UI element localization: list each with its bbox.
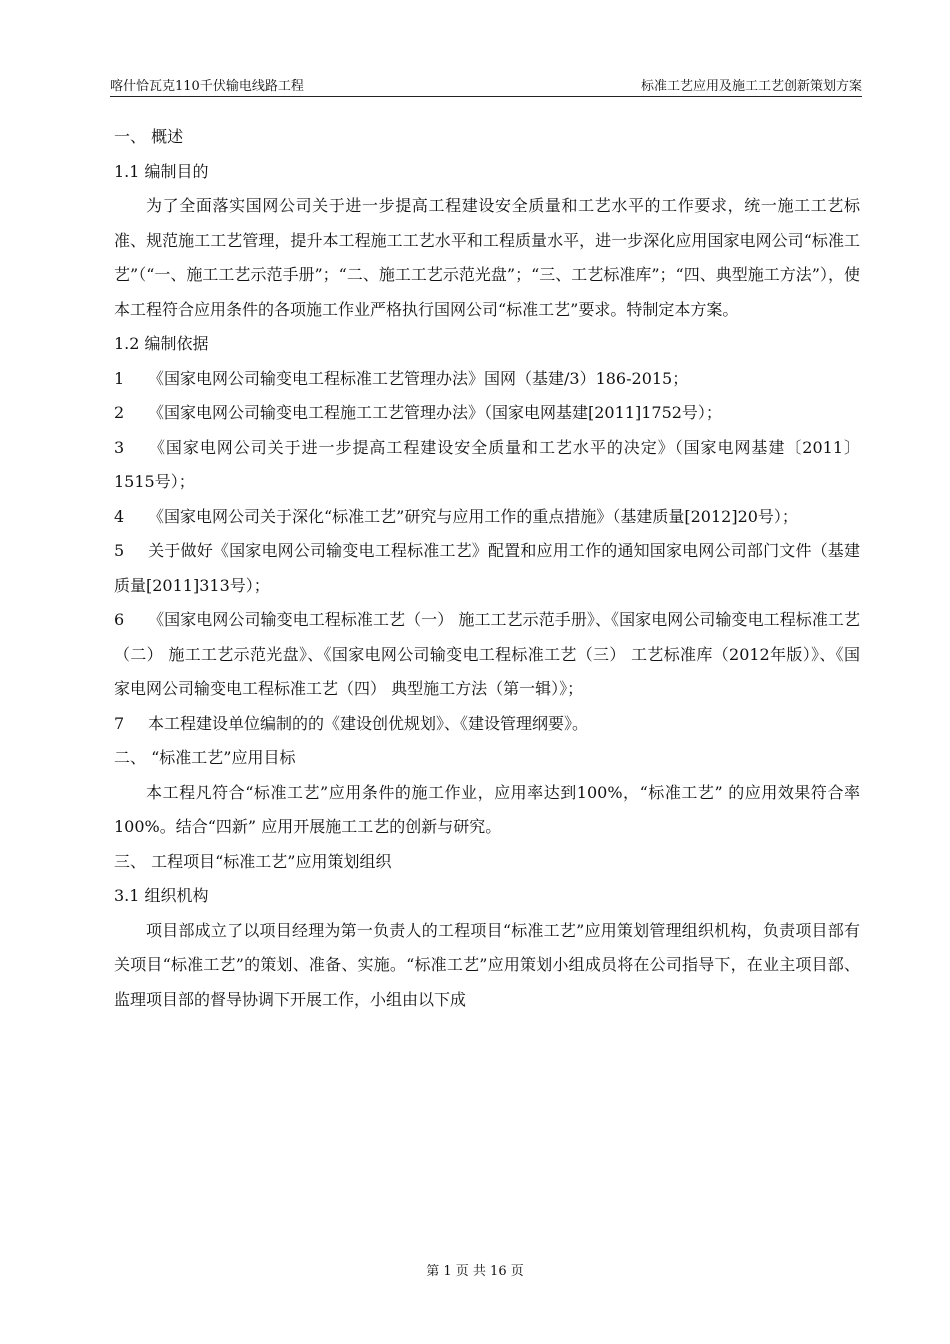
basis-item-number: 1 <box>114 368 125 388</box>
section-2-heading: 二、 “标准工艺”应用目标 <box>114 748 296 767</box>
header-document-title: 标准工艺应用及施工工艺创新策划方案 <box>640 79 862 94</box>
section-1-heading: 一、 概述 <box>114 127 184 146</box>
basis-item-text: 《国家电网公司输变电工程标准工艺管理办法》国网（基建/3）186-2015； <box>148 368 689 388</box>
basis-item-1 <box>114 362 860 397</box>
section-3-1-heading: 3.1 组织机构 <box>114 886 209 905</box>
section-1-1-paragraph: 为了全面落实国网公司关于进一步提高工程建设安全质量和工艺水平的工作要求，统一施工工艺标准、规范施工工艺管理，提升本工程施工工艺水平和工程质量水平，进一步深化应用国家电网公司“标准工艺”（“一、施工工艺示范手册”；“二、施工工艺示范光盘”；“三、工艺标准库”；“四、典型施工方法”），使本工程符合应用条件的各项施工作业严格执行国网公司“标准工艺”要求。特制定本方案。 <box>114 196 860 319</box>
document-body <box>114 120 860 1017</box>
basis-item-number: 2 <box>114 403 125 422</box>
page-footer <box>0 1263 950 1281</box>
basis-item-number: 4 <box>114 506 125 526</box>
section-1-2-heading: 1.2 编制依据 <box>114 334 209 353</box>
basis-item-text: 《国家电网公司输变电工程标准工艺（一） 施工工艺示范手册》、《国家电网公司输变电工程标准工艺（二） 施工工艺示范光盘》、《国家电网公司输变电工程标准工艺（三） 工艺标准库（2012年版）》、《国家电网公司输变电工程标准工艺（四） 典型施工方法（第一辑）》； <box>114 610 860 698</box>
basis-item-number: 3 <box>114 437 125 457</box>
section-3-heading: 三、 工程项目“标准工艺”应用策划组织 <box>114 851 392 871</box>
basis-item-text: 《国家电网公司输变电工程施工工艺管理办法》（国家电网基建[2011]1752号）； <box>148 403 722 422</box>
section-2-paragraph: 本工程凡符合“标准工艺”应用条件的施工作业，应用率达到100%，“标准工艺” 的应用效果符合率100%。结合“四新” 应用开展施工工艺的创新与研究。 <box>114 782 860 836</box>
section-3-1-paragraph: 项目部成立了以项目经理为第一负责人的工程项目“标准工艺”应用策划管理组织机构，负责项目部有关项目“标准工艺”的策划、准备、实施。“标准工艺”应用策划小组成员将在公司指导下，在业主项目部、监理项目部的督导协调下开展工作，小组由以下成 <box>114 920 860 1009</box>
basis-item-text: 《国家电网公司关于深化“标准工艺”研究与应用工作的重点措施》（基建质量[2012]20号）； <box>148 506 798 526</box>
basis-item-4 <box>114 500 860 535</box>
basis-item-number: 6 <box>114 610 125 629</box>
basis-item-2 <box>114 396 860 431</box>
basis-item-5 <box>114 534 860 603</box>
basis-item-6 <box>114 603 860 707</box>
basis-item-number: 7 <box>114 713 125 733</box>
basis-item-text: 本工程建设单位编制的的《建设创优规划》、《建设管理纲要》。 <box>148 713 589 733</box>
page-number: 第 1 页 共 16 页 <box>426 1264 524 1279</box>
basis-item-number: 5 <box>114 541 125 560</box>
basis-item-3 <box>114 431 860 500</box>
section-1-1-heading: 1.1 编制目的 <box>114 161 209 181</box>
basis-item-text: 《国家电网公司关于进一步提高工程建设安全质量和工艺水平的决定》（国家电网基建〔2011〕1515号）； <box>114 437 860 491</box>
basis-item-text: 关于做好《国家电网公司输变电工程标准工艺》配置和应用工作的通知国家电网公司部门文件（基建质量[2011]313号）； <box>114 541 860 595</box>
basis-item-7 <box>114 707 860 742</box>
page-header <box>110 78 862 97</box>
header-project-name: 喀什恰瓦克110千伏输电线路工程 <box>110 79 304 94</box>
